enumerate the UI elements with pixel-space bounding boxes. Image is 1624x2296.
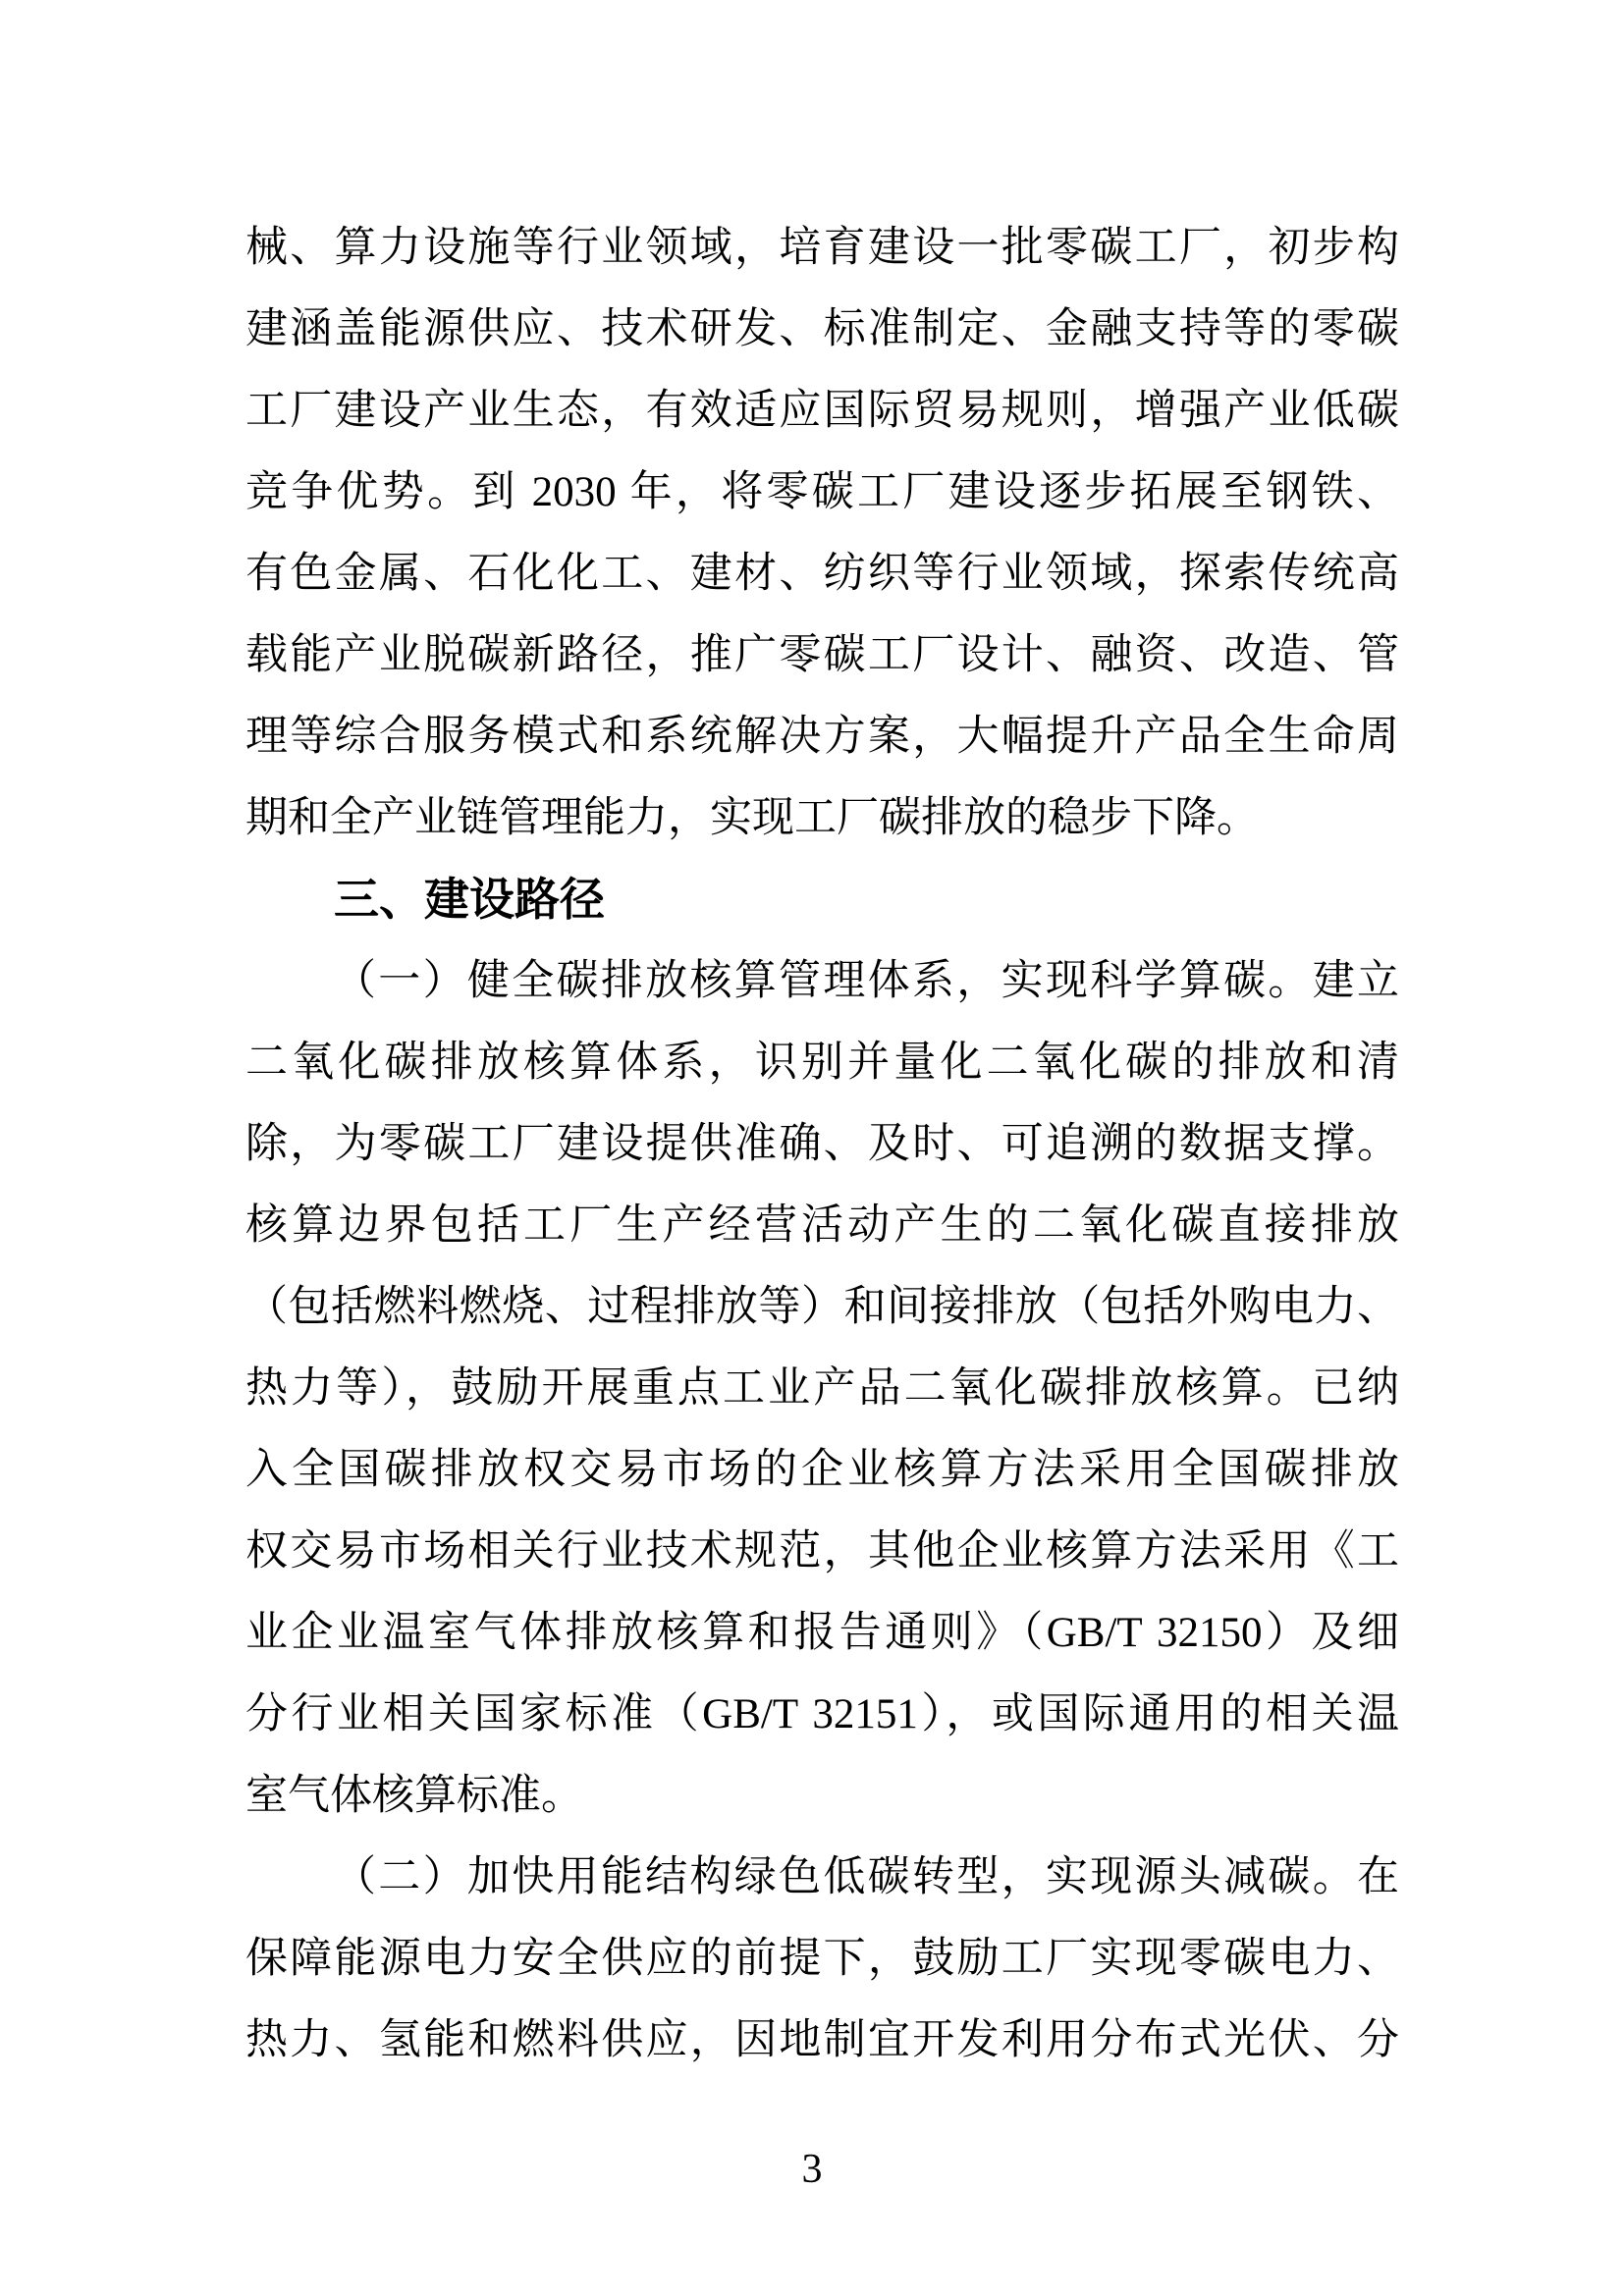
body-line: （二）加快用能结构绿色低碳转型，实现源头减碳。在 [334, 1854, 1399, 1900]
body-line: 保障能源电力安全供应的前提下，鼓励工厂实现零碳电力、 [245, 1936, 1399, 1982]
body-line: 竞争优势。到 2030 年，将零碳工厂建设逐步拓展至钢铁、 [245, 469, 1399, 515]
page-number: 3 [801, 2147, 823, 2192]
body-line: 工厂建设产业生态，有效适应国际贸易规则，增强产业低碳 [245, 388, 1399, 434]
body-line: 室气体核算标准。 [245, 1773, 583, 1819]
body-line: （一）健全碳排放核算管理体系，实现科学算碳。建立 [334, 958, 1399, 1004]
body-line: 二氧化碳排放核算体系，识别并量化二氧化碳的排放和清 [245, 1040, 1399, 1086]
body-line: 核算边界包括工厂生产经营活动产生的二氧化碳直接排放 [245, 1202, 1399, 1249]
body-line: （包括燃料燃烧、过程排放等）和间接排放（包括外购电力、 [245, 1284, 1399, 1330]
section-heading: 三、建设路径 [334, 874, 605, 925]
body-line: 有色金属、石化化工、建材、纺织等行业领域，探索传统高 [245, 551, 1399, 597]
text-block [245, 207, 1399, 2081]
body-line: 热力、氢能和燃料供应，因地制宜开发利用分布式光伏、分 [245, 2017, 1399, 2063]
body-line: 分行业相关国家标准（GB/T 32151），或国际通用的相关温 [245, 1691, 1399, 1737]
body-line: 理等综合服务模式和系统解决方案，大幅提升产品全生命周 [245, 714, 1399, 760]
body-line: 期和全产业链管理能力，实现工厂碳排放的稳步下降。 [245, 795, 1259, 841]
body-line: 业企业温室气体排放核算和报告通则》（GB/T 32150）及细 [245, 1610, 1399, 1656]
body-line: 建涵盖能源供应、技术研发、标准制定、金融支持等的零碳 [245, 306, 1399, 352]
body-line: 载能产业脱碳新路径，推广零碳工厂设计、融资、改造、管 [245, 632, 1399, 678]
body-line: 械、算力设施等行业领域，培育建设一批零碳工厂，初步构 [245, 225, 1399, 271]
body-line: 权交易市场相关行业技术规范，其他企业核算方法采用《工 [245, 1528, 1399, 1575]
body-line: 除，为零碳工厂建设提供准确、及时、可追溯的数据支撑。 [245, 1121, 1399, 1167]
body-line: 热力等），鼓励开展重点工业产品二氧化碳排放核算。已纳 [245, 1365, 1399, 1412]
body-line: 入全国碳排放权交易市场的企业核算方法采用全国碳排放 [245, 1447, 1399, 1493]
